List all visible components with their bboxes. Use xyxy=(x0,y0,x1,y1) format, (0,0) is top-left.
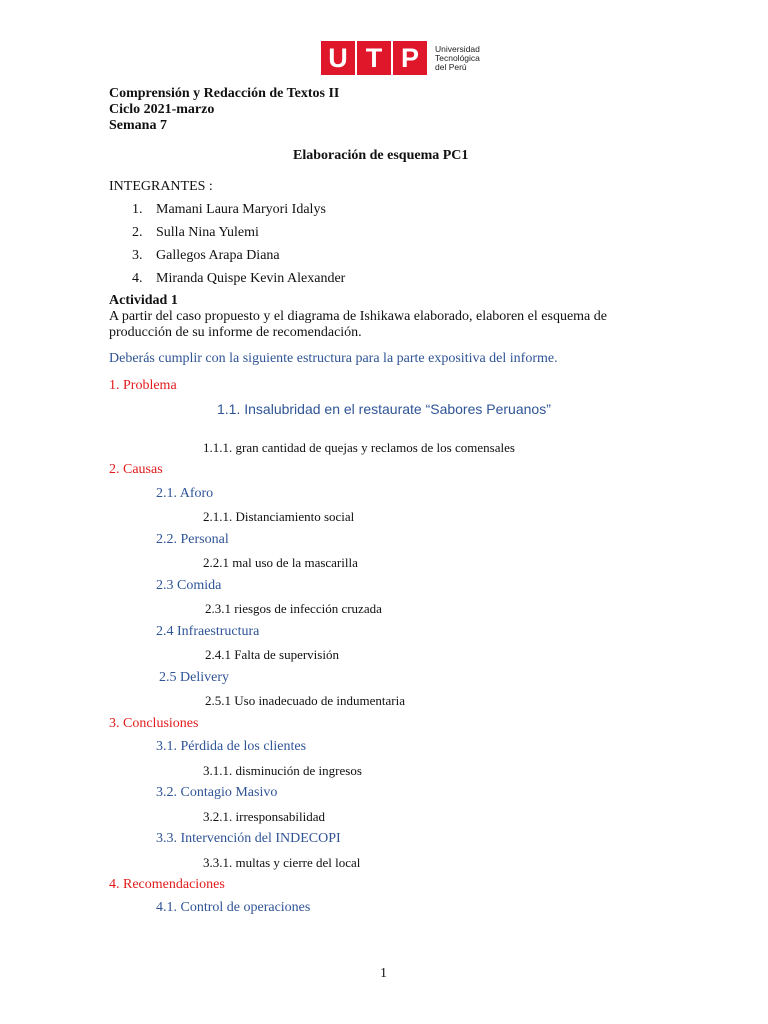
outline-item: 2.2.1 mal uso de la mascarilla xyxy=(203,555,358,570)
outline-heading-conclusiones: 3. Conclusiones xyxy=(109,716,199,731)
cycle-label: Ciclo 2021-marzo xyxy=(109,102,215,117)
outline-subheading: 2.4 Infraestructura xyxy=(156,624,260,639)
outline-item: 2.1.1. Distanciamiento social xyxy=(203,509,355,524)
week-label: Semana 7 xyxy=(109,118,167,133)
outline-subheading: 3.2. Contagio Masivo xyxy=(156,785,278,800)
logo-line-1: Universidad xyxy=(435,43,480,54)
members-label: INTEGRANTES : xyxy=(109,179,213,194)
outline-subheading: 2.1. Aforo xyxy=(156,486,214,501)
outline-item: 2.4.1 Falta de supervisión xyxy=(205,647,339,662)
outline-item: 3.2.1. irresponsabilidad xyxy=(203,809,326,824)
list-item xyxy=(132,202,326,218)
outline-subheading: 3.3. Intervención del INDECOPI xyxy=(156,831,341,846)
logo-letter-t: T xyxy=(357,41,391,75)
member-number: 3. xyxy=(132,248,143,263)
logo-line-2: Tecnológica xyxy=(435,52,480,63)
member-number: 4. xyxy=(132,271,143,286)
activity-title: Actividad 1 xyxy=(109,293,178,308)
outline-item: 2.5.1 Uso inadecuado de indumentaria xyxy=(205,693,405,708)
list-item xyxy=(132,248,280,264)
activity-text-line-2: producción de su informe de recomendación. xyxy=(109,325,362,340)
outline-subheading: 3.1. Pérdida de los clientes xyxy=(156,739,307,754)
activity-instruction: Deberás cumplir con la siguiente estructura para la parte expositiva del informe. xyxy=(109,351,558,366)
logo-letter-p: P xyxy=(393,41,427,75)
member-name: Gallegos Arapa Diana xyxy=(156,248,280,263)
activity-text-line-1: A partir del caso propuesto y el diagrama de Ishikawa elaborado, elaboren el esquema de xyxy=(109,309,607,324)
list-item xyxy=(132,225,259,241)
outline-heading-recomendaciones: 4. Recomendaciones xyxy=(109,877,225,892)
outline-item: 3.1.1. disminución de ingresos xyxy=(203,763,362,778)
member-name: Sulla Nina Yulemi xyxy=(156,225,259,240)
member-number: 2. xyxy=(132,225,143,240)
course-title: Comprensión y Redacción de Textos II xyxy=(109,86,340,101)
outline-item: 3.3.1. multas y cierre del local xyxy=(203,855,361,870)
outline-heading-problema: 1. Problema xyxy=(109,378,177,393)
logo-university-name xyxy=(435,45,495,72)
list-item xyxy=(132,271,346,287)
page-title: Elaboración de esquema PC1 xyxy=(293,148,469,163)
logo-line-3: del Perú xyxy=(435,61,467,72)
outline-subheading: 2.5 Delivery xyxy=(159,670,229,685)
utp-logo xyxy=(321,41,495,75)
outline-item: 2.3.1 riesgos de infección cruzada xyxy=(205,601,382,616)
outline-heading-causas: 2. Causas xyxy=(109,462,163,477)
outline-subheading: 2.2. Personal xyxy=(156,532,229,547)
page-number: 1 xyxy=(380,966,387,981)
outline-subheading: 4.1. Control de operaciones xyxy=(156,900,311,915)
member-name: Miranda Quispe Kevin Alexander xyxy=(156,271,346,286)
outline-subheading: 2.3 Comida xyxy=(156,578,222,593)
member-number: 1. xyxy=(132,202,143,217)
logo-letter-u: U xyxy=(321,41,355,75)
outline-subheading: 1.1. Insalubridad en el restaurate “Sabores Peruanos” xyxy=(217,401,551,417)
outline-item: 1.1.1. gran cantidad de quejas y reclamos de los comensales xyxy=(203,440,515,455)
member-name: Mamani Laura Maryori Idalys xyxy=(156,202,326,217)
